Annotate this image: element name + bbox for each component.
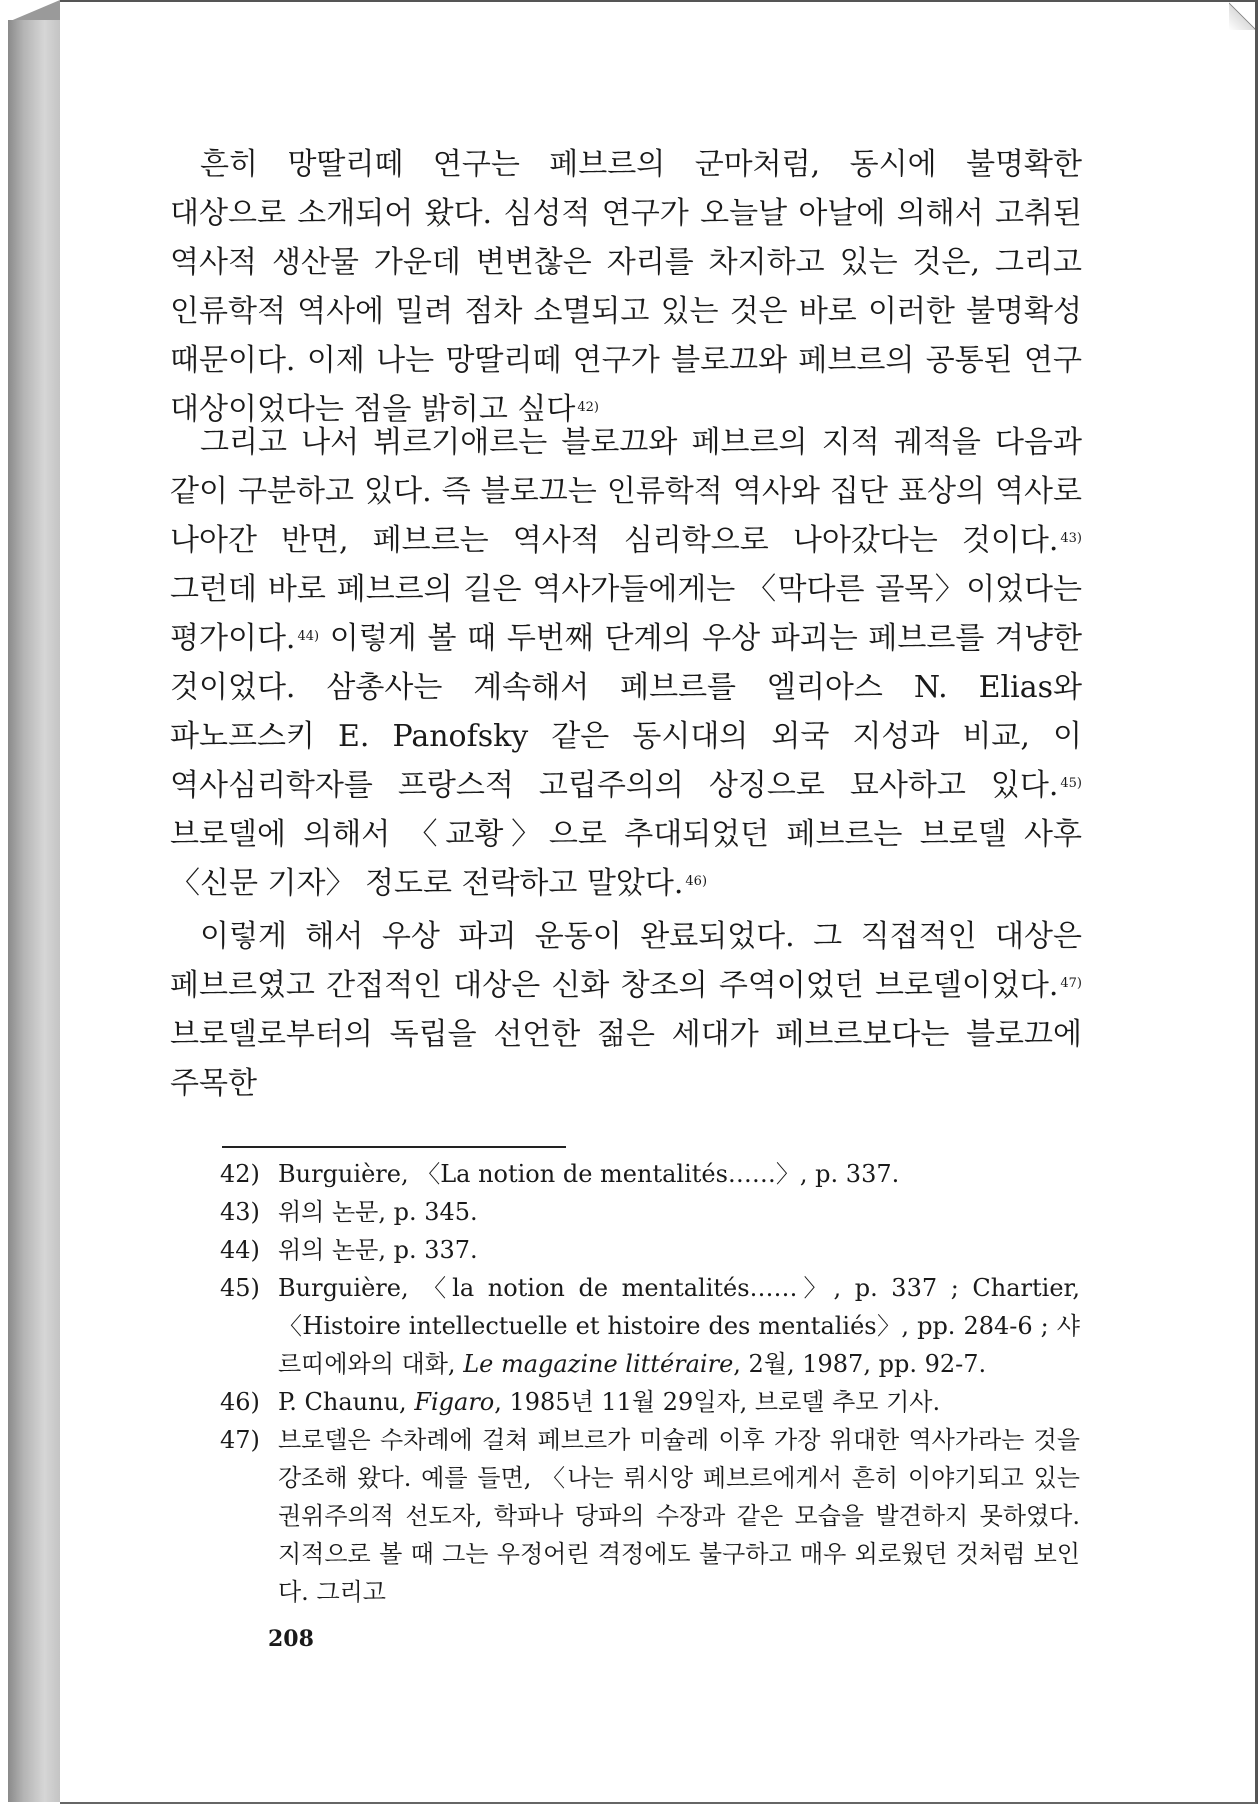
footnote-divider [222,1146,566,1148]
footnote-ref: 44) [297,629,320,644]
footnote-ref: 46) [685,874,708,889]
footnote-43: 43) 위의 논문, p. 345. [220,1198,478,1226]
book-spine-top [8,0,60,22]
page-number: 208 [268,1626,314,1652]
footnote-ref: 47) [1060,976,1082,991]
footnote-42: 42) Burguière, 〈La notion de mentalités……〉, p. 337. [220,1160,900,1188]
book-spine [8,20,60,1802]
paragraph-quote: 흔히 망딸리떼 연구는 페브르의 군마처럼, 동시에 불명확한 대상으로 소개되어 왔다. 심성적 연구가 오늘날 아날에 의해서 고취된 역사적 생산물 가운데 변변찮은 자리를 차지하고 있는 것은, 그리고 인류학적 역사에 밀려 점차 소멸되고 있는 것은 바로 이러한 불명확성 때문이다. 이제 나는 망딸리떼 연구가 블로끄와 페브르의 공통된 연구 대상이었다는 점을 밝히고 싶다 $^{42)}$ [170,147,1082,427]
footnote-ref: 43) [1060,531,1082,546]
footnote-46: 46) P. Chaunu, Figaro, 1985년 11월 29일자, 브로델 추모 기사. [220,1388,941,1416]
paragraph-block-1 [170,140,1082,434]
footnote-45: 45) Burguière, 〈la notion de mentalités……〉, p. 337 ; Chartier, 〈Histoire intellectuelle et histoire des mentaliés〉, pp. 284-6 ; 샤르띠에와의 대화, Le magazine littéraire, 2월, 1987, pp. 92-7. [220,1274,1080,1378]
paragraph-conclusion: 이렇게 해서 우상 파괴 운동이 완료되었다. 그 직접적인 대상은 페브르였고 간접적인 대상은 신화 창조의 주역이었던 브로델이었다. $^{47)}$ 브로델로부터의 독립을 선언한 젊은 세대가 페브르보다는 블로끄에 주목한 [170,919,1082,1101]
footnote-ref: 42) [577,400,599,415]
page-corner-fold [1229,2,1255,30]
paragraph-main: 그리고 나서 뷔르기애르는 블로끄와 페브르의 지적 궤적을 다음과 같이 구분하고 있다. 즉 블로끄는 인류학적 역사와 집단 표상의 역사로 나아간 반면, 페브르는 역사적 심리학으로 나아갔다는 것이다. $^{43)}$ 그런데 바로 페브르의 길은 역사가들에게는 〈막다른 골목〉이었다는 평가이다. $^{44)}$ 이렇게 볼 때 두번째 단계의 우상 파괴는 페브르를 겨냥한 것이었다. 삼총사는 계속해서 페브르를 엘리아스 N. Elias와 파노프스키 E. Panofsky 같은 동시대의 외국 지성과 비교, 이 역사심리학자를 프랑스적 고립주의의 상징으로 묘사하고 있다. $^{45)}$ 브로델에 의해서 〈교황〉으로 추대되었던 페브르는 브로델 사후 〈신문 기자〉 정도로 전락하고 말았다. $^{46)}$ [170,425,1082,901]
footnote-44: 44) 위의 논문, p. 337. [220,1236,478,1264]
footnote-47: 47) 브로델은 수차례에 걸쳐 페브르가 미슐레 이후 가장 위대한 역사가라는 것을 강조해 왔다. 예를 들면, 〈나는 뤼시앙 페브르에게서 흔히 이야기되고 있는 권위주의적 선도자, 학파나 당파의 수장과 같은 모습을 발견하지 못하였다. 지적으로 볼 때 그는 우정어린 격정에도 불구하고 매우 외로웠던 것처럼 보인다. 그리고 [220,1426,1080,1606]
footnotes [220,1155,1080,1611]
paragraph-block-2 [170,418,1082,1108]
footnote-ref: 45) [1060,776,1082,791]
